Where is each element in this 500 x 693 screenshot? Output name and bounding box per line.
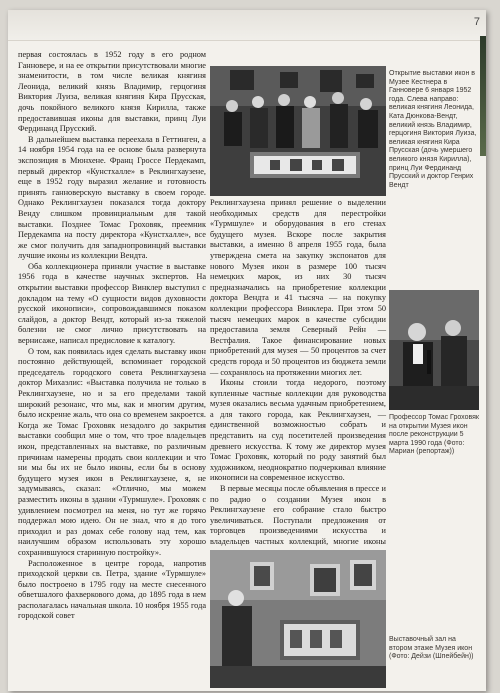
text-column-right xyxy=(210,198,386,546)
photo-caption-opening: Открытие выставки икон в Музее Кестнера в Ганновере 6 января 1952 года. Слева направо: великая княгиня Леонида, Ката Дюнкова-Вендт, великий князь Владимир, герцогиня Виктория Луиза, великая княгиня Кира Прусская (дочь умершего великого князя Кирилла), принц Луи Фердинанд Прусский и доктор Генрих Вендт xyxy=(389,70,477,189)
paragraph: В первые месяцы после объявления в прессе и по радио о создании Музея икон в Реклингхаузене его собрание стало быстро увеличиваться. Поступали предложения от торговцев произведениями искусства и владельцев частных коллекций, многие иконы xyxy=(210,484,386,546)
book-page xyxy=(8,10,486,691)
paragraph: Оба коллекционера приняли участие в выставке 1956 года в качестве научных экспертов. На открытии выставки профессор Винклер выступил с докладом на тему «О сущности видов духовности русской иконописи», сопровождавшимся показом слайдов, а доктор Вендт, который из-за тяжелой болезни не смог лично присутствовать на вернисаже, написал предисловие к каталогу. xyxy=(18,261,206,346)
paragraph: В дальнейшем выставка переехала в Геттинген, а 14 ноября 1954 года на ее основе была развернута экспозиция в Мюнхене. Франц Гроссе Пердекамп, первый директор «Кунстхалле» в Реклингхаузене, еще в 1952 году выразил желание и готовность принять ганноверскую выставку в своем городе. Однако Реклингхаузен показался тогда доктору Венду слишком провинциальным для такой выставки. Позднее Томас Гроховяк, преемник Пердекампа на посту директора «Кунстхалле», все же смог получить для западнопровинций выставки лучшие иконы из коллекции Вендта. xyxy=(18,134,206,261)
photo-caption-hall: Выставочный зал на втором этаже Музея икон (Фото: Дейзи (Шпейбейн)) xyxy=(389,636,474,661)
paragraph: Расположенное в центре города, напротив приходской церкви св. Петра, здание «Турмшуле» было построено в 1795 году на месте снесенного обветшалого фахверкового дома, до 1895 года в нем располагалась начальная школа. 10 ноября 1955 года городской совет xyxy=(18,558,206,621)
page-header-band xyxy=(8,10,486,41)
text-column-left xyxy=(18,50,206,686)
exhibition-hall-photo xyxy=(210,550,386,688)
paragraph: О том, как появилась идея сделать выставку икон постоянно действующей, вспоминает городской председатель городского совета Реклингхаузена доктор Михаэлис: «Выставка получила не только в Реклингхаузене, но и за его пределами такой широкий резонанс, что мы, как и многим другим, было искренне жаль, что она со временем закроется. Когда же Томас Гроховяк незадолго до закрытия выставки сообщил мне о том, что трое владельцев икон, представленных на выставке, по различным причинам намерены продать свои коллекции и что ни мы бы их не было иконы, если бы в основу будущего музея икон в Реклингхаузене, я, не задумываясь, сказал: «Отлично, мы можем разместить иконы в здании «Турмшуле». Гроховяк с удивлением посмотрел на меня, но тут же горячо поддержал мою идею. Он не знал, что я до того приходил и раз домах себе голову над тем, как наилучшим образом использовать эту хорошо сохранившуюся старинную постройку». xyxy=(18,346,206,557)
paragraph: первая состоялась в 1952 году в его родном Ганновере, и на ее открытии присутствовали многие знаменитости, в том числе великая княгиня Леонида, великий князь Владимир, герцогиня Виктория Луиза, великая княгиня Кира Прусская, дочь покойного великого князя Кирилла, также предоставившая иконы для выставки, принц Луи Фердинанд Прусский. xyxy=(18,50,206,134)
professor-speech-photo xyxy=(389,290,479,410)
exhibition-opening-photo xyxy=(210,66,386,196)
paragraph: Реклингхаузена принял решение о выделении необходимых средств для перестройки «Турмшуле» и оборудования в его стенах будущего музея. Вскоре после закрытия выставки, а именно 8 апреля 1955 года, была утверждена смета на закупку экспонатов для нового Музея икон в размере 100 тысяч немецких марок, из них 30 тысяч предназначались на приобретение коллекции доктора Вендта и 41 тысяча — на покупку коллекции профессора Винклера. При этом 50 тысяч немецких марок в качестве субсидии предоставила земля Северный Рейн — Вестфалия. Такое финансирование новых приобретений для музея — 50 процентов за счет средств города и 50 процентов из бюджета земли — сохранялось на протяжении многих лет. xyxy=(210,198,386,377)
page-number: 7 xyxy=(473,16,480,28)
paragraph: Иконы стоили тогда недорого, поэтому купленные частные коллекции для руководства музея оказались весьма удачным приобретением, а для такого города, как Реклингхаузен, — единственной возможностью собрать и представить на суд посетителей произведения древнего искусства. К тому же директор музея Томас Гроховяк, который по роду занятий был художником, неоднократно подчеркивал влияние иконописи на современное искусство. xyxy=(210,378,386,483)
photo-caption-professor: Профессор Томас Гроховяк на открытии Музея икон после реконструкции 5 марта 1990 года (Фото: Мариан (репортаж)) xyxy=(389,414,479,456)
